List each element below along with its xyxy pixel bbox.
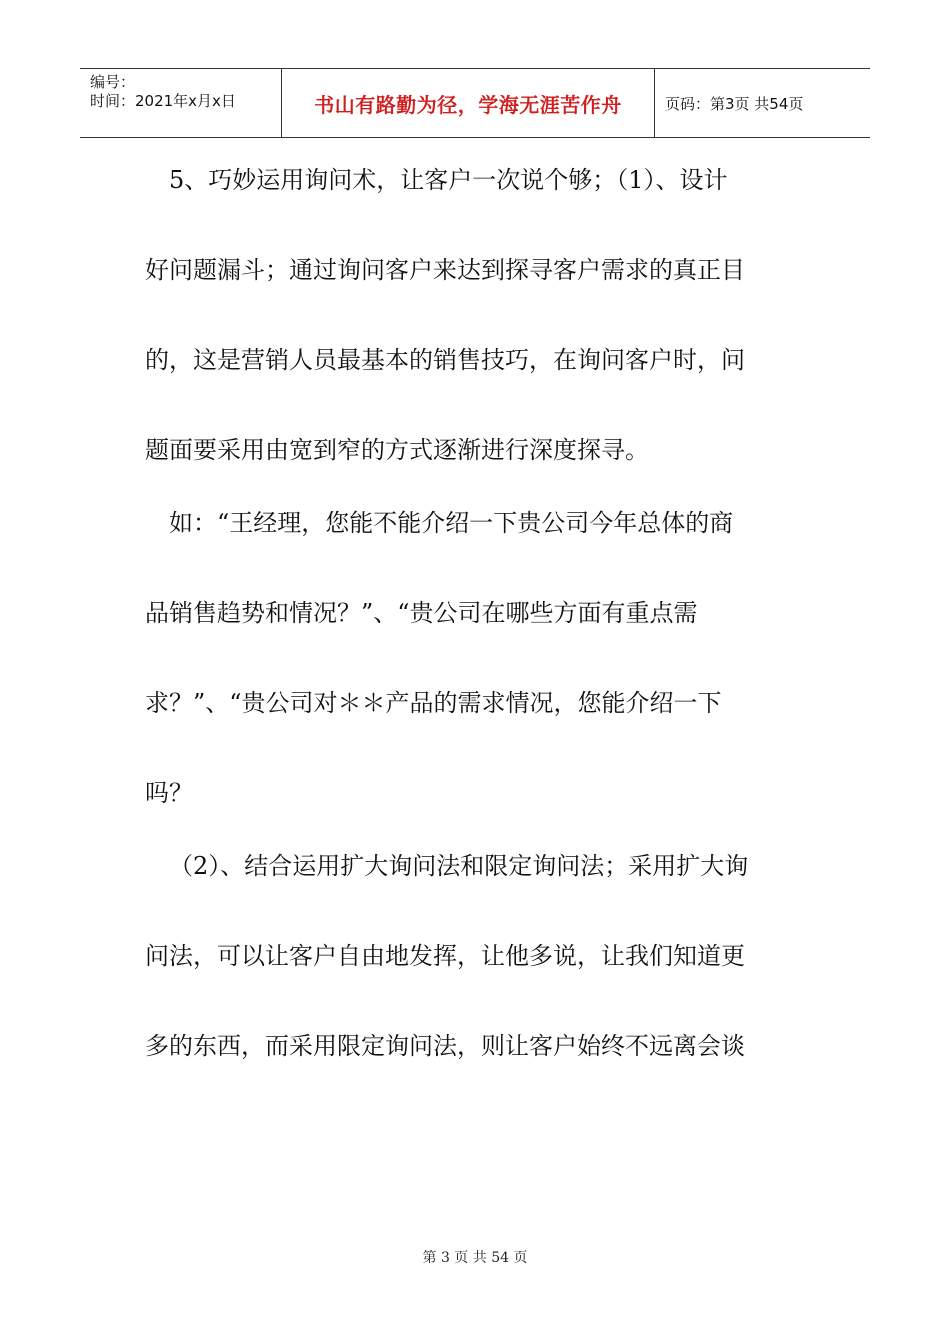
body-line: 问法，可以让客户自由地发挥，让他多说，让我们知道更 <box>145 942 745 970</box>
body-line: 的，这是营销人员最基本的销售技巧，在询问客户时，问 <box>145 346 745 374</box>
body-line: 5、巧妙运用询问术，让客户一次说个够；（1）、设计 <box>169 166 728 194</box>
body-line: 题面要采用由宽到窄的方式逐渐进行深度探寻。 <box>145 436 649 464</box>
document-time-label: 时间：2021年x月x日 <box>90 92 236 110</box>
header-motto-cell <box>282 69 655 137</box>
header-page-cell <box>655 69 870 137</box>
body-line: 品销售趋势和情况？”、“贵公司在哪些方面有重点需 <box>145 599 698 627</box>
document-number-label: 编号： <box>90 73 136 91</box>
header-motto: 书山有路勤为径，学海无涯苦作舟 <box>314 92 622 117</box>
body-line: 求？”、“贵公司对＊＊产品的需求情况，您能介绍一下 <box>145 689 722 717</box>
page-footer <box>0 1247 950 1267</box>
body-line: 如：“王经理，您能不能介绍一下贵公司今年总体的商 <box>169 509 734 537</box>
body-line: 多的东西，而采用限定询问法，则让客户始终不远离会谈 <box>145 1032 745 1060</box>
header-page-info: 页码：第3页 共54页 <box>665 94 804 113</box>
header-meta-cell <box>80 69 282 137</box>
footer-page-number: 第 3 页 共 54 页 <box>422 1250 528 1266</box>
page-header <box>80 68 870 138</box>
body-line: 好问题漏斗；通过询问客户来达到探寻客户需求的真正目 <box>145 256 745 284</box>
body-line: 吗？ <box>145 779 193 807</box>
body-line: （2）、结合运用扩大询问法和限定询问法；采用扩大询 <box>169 852 749 880</box>
